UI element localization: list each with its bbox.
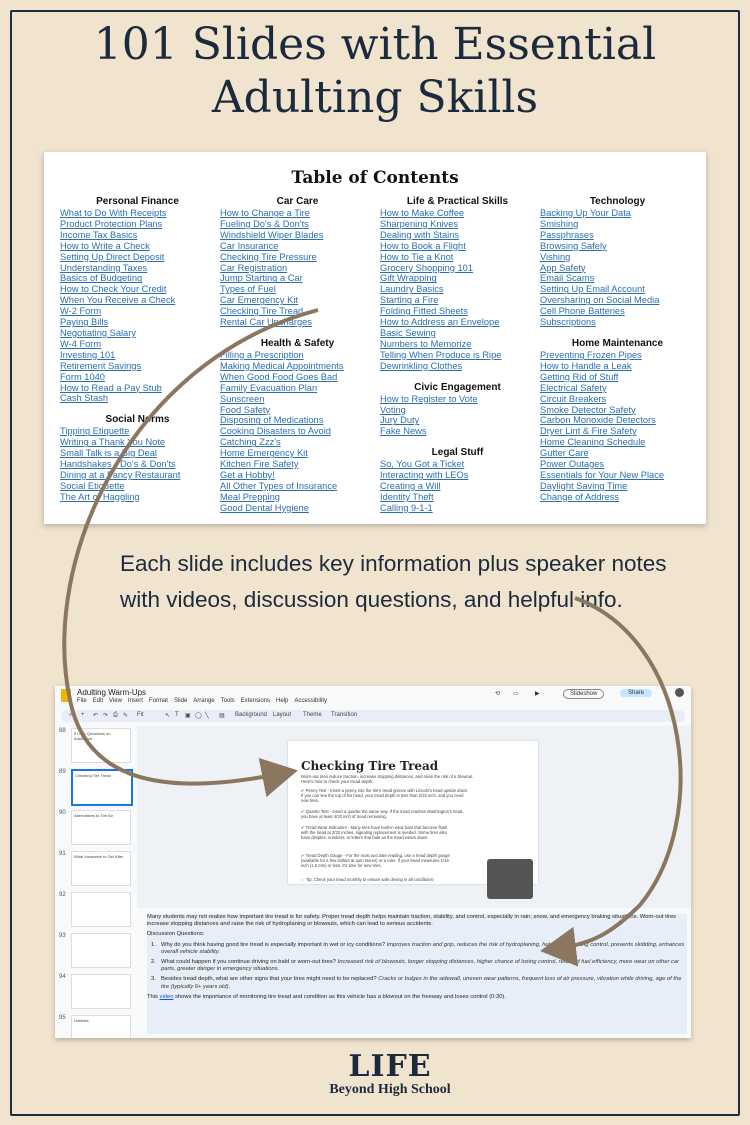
toc-link[interactable]: Sharpening Knives xyxy=(380,218,459,229)
toc-link[interactable]: How to Register to Vote xyxy=(380,393,478,404)
print-icon[interactable]: ⎙ xyxy=(113,712,118,718)
toc-link[interactable]: Gutter Care xyxy=(540,448,589,459)
toc-link[interactable]: Tipping Etiquette xyxy=(60,426,130,437)
search-icon[interactable]: ⌕ xyxy=(69,712,73,718)
toc-link[interactable]: Car Emergency Kit xyxy=(220,295,299,306)
slide-title: Checking Tire Tread xyxy=(301,759,439,773)
toc-link[interactable]: Form 1040 xyxy=(60,371,105,382)
undo-icon[interactable]: ↶ xyxy=(93,713,99,719)
toc-link[interactable]: How to Book a Flight xyxy=(380,240,466,251)
toc-link[interactable]: Types of Fuel xyxy=(220,284,276,295)
toc-link[interactable]: All Other Types of Insurance xyxy=(220,480,338,491)
toc-link[interactable]: Browsing Safely xyxy=(540,240,607,251)
toc-link[interactable]: Circuit Breakers xyxy=(540,393,607,404)
toc-link[interactable]: Passphrases xyxy=(540,229,594,240)
thumbnail-number: 94 xyxy=(59,974,66,980)
toc-section-heading: Civic Engagement xyxy=(414,381,501,393)
toc-link[interactable]: Car Insurance xyxy=(220,240,279,251)
toc-section-heading: Health & Safety xyxy=(260,337,335,349)
toolbar-background[interactable]: Background xyxy=(235,712,268,718)
toc-link[interactable]: Electrical Safety xyxy=(540,382,607,393)
toc-link[interactable]: Rental Car Upcharges xyxy=(220,317,312,328)
toc-link[interactable]: Preventing Frozen Pipes xyxy=(540,349,642,360)
toc-link[interactable]: Telling When Produce is Ripe xyxy=(380,349,502,360)
toc-link[interactable]: How to Read a Pay Stub xyxy=(60,382,162,393)
toc-section-heading: Technology xyxy=(589,196,646,207)
menu-item[interactable]: Insert xyxy=(127,698,143,704)
toc-section-heading: Home Maintenance xyxy=(571,337,664,349)
toc-link[interactable]: Dealing with Stains xyxy=(380,229,460,240)
menu-item[interactable]: Arrange xyxy=(193,698,215,704)
toc-link[interactable]: Calling 9-1-1 xyxy=(380,502,433,513)
brand-logo xyxy=(320,1049,460,1098)
toc-link[interactable]: The Art of Haggling xyxy=(60,491,140,502)
toc-link[interactable]: Checking Tire Pressure xyxy=(220,251,317,262)
toc-link[interactable]: Subscriptions xyxy=(540,317,596,328)
toc-link[interactable]: Checking Tire Tread xyxy=(220,306,304,317)
toc-link[interactable]: Cooking Disasters to Avoid xyxy=(220,426,331,437)
toolbar-theme[interactable]: Theme xyxy=(303,712,322,718)
toc-link[interactable]: What to Do With Receipts xyxy=(60,208,167,218)
toc-link[interactable]: So, You Got a Ticket xyxy=(380,459,465,470)
thumbnail-number: 91 xyxy=(59,851,66,857)
toc-link[interactable]: Good Dental Hygiene xyxy=(220,502,309,513)
slide-bullet: ✔ Tread Wear Indicators - Many tires have built-in wear bars that become flush with the tread at 2/32 inches, signaling replacement is needed. Some tires also have dimples, numbers, or letters that fade as the tread wears down. xyxy=(301,825,448,841)
toc-link[interactable]: Kitchen Fire Safety xyxy=(220,459,299,470)
toc-link[interactable]: Windshield Wiper Blades xyxy=(220,229,324,240)
toc-link[interactable]: Making Medical Appointments xyxy=(220,360,344,371)
toc-link[interactable]: Writing a Thank You Note xyxy=(60,437,166,448)
toc-link[interactable]: Basic Sewing xyxy=(380,327,436,338)
thumbnail-number: 93 xyxy=(59,933,66,939)
menu-item[interactable]: Extensions xyxy=(240,698,271,704)
question-1: 1. Why do you think having good tire tread is especially important in wet or icy conditions? Improves traction and grip, reduces the risk of hydroplaning, helps with braking control, prevents skidding, enhances overall vehicle stability. xyxy=(151,941,685,955)
notes-intro: Many students may not realize how important tire tread is for safety. Proper tread depth helps maintain traction, stability, and control, especially in rain, snow, and emergency braking situations. Worn-out tires increase stopping distances and raise the risk of hydroplaning or blowouts, which can lead to serious accidents. xyxy=(147,914,677,928)
toc-link[interactable]: Setting Up Email Account xyxy=(540,284,645,295)
comment-add-icon[interactable]: ▤ xyxy=(219,713,225,719)
toc-section-heading: Life & Practical Skills xyxy=(406,196,509,207)
arrow-to-slide xyxy=(64,310,318,784)
toc-link[interactable]: Fueling Do's & Don'ts xyxy=(220,218,309,229)
toc-link[interactable]: Dewrinkling Clothes xyxy=(380,360,463,371)
toc-link[interactable]: Carbon Monoxide Detectors xyxy=(540,415,656,426)
toc-link[interactable]: Laundry Basics xyxy=(380,284,444,295)
toc-section-heading: Social Norms xyxy=(105,414,170,426)
thumbnail-number: 92 xyxy=(59,892,66,898)
toc-link[interactable]: Grocery Shopping 101 xyxy=(380,262,474,273)
menu-item[interactable]: Format xyxy=(148,698,168,704)
thumbnail-number: 88 xyxy=(59,728,66,734)
toc-link[interactable]: Jump Starting a Car xyxy=(220,273,303,284)
toc-link[interactable]: How to Address an Envelope xyxy=(380,317,500,328)
thumbnail-title: 5 Little Questions on Adulthood xyxy=(74,731,111,741)
discussion-label: Discussion Questions: xyxy=(147,931,205,938)
zoom-select[interactable]: Fit xyxy=(137,712,144,718)
toc-link[interactable]: Oversharing on Social Media xyxy=(540,295,660,306)
thumbnail-title: Alternatives to Tire Air xyxy=(74,813,113,818)
thumbnail-title: What Insurance to Get After xyxy=(74,854,124,859)
thumbnail-number: 95 xyxy=(59,1015,66,1021)
slide-intro: Worn-out tires reduce traction, increase stopping distances, and raise the risk of a blowout. Here's how to check your tread depth: xyxy=(301,774,474,785)
toolbar-layout[interactable]: Layout xyxy=(273,712,292,718)
question-2: 2. What could happen if you continue driving on bald or worn-out tires? Increased risk of blowouts, longer stopping distances, higher chance of losing control, reduced fuel efficiency, more wear on other car parts, greater danger in emergency situations. xyxy=(151,959,680,973)
menu-item[interactable]: Tools xyxy=(220,698,235,704)
toc-link[interactable]: Creating a Will xyxy=(380,481,441,492)
arrow-to-notes xyxy=(548,598,681,950)
toc-link[interactable]: Backing Up Your Data xyxy=(540,208,631,218)
toc-link[interactable]: Product Protection Plans xyxy=(60,218,163,229)
toc-link[interactable]: When You Receive a Check xyxy=(60,295,176,306)
toc-link[interactable]: How to Handle a Leak xyxy=(540,360,632,371)
toc-link[interactable]: How to Write a Check xyxy=(60,240,150,251)
title-line-1: 101 Slides with Essential xyxy=(93,19,657,70)
title-line-2: Adulting Skills xyxy=(211,72,539,123)
menu-item[interactable]: Slide xyxy=(173,698,188,704)
toc-link[interactable]: Dryer Lint & Fire Safety xyxy=(540,426,637,437)
toc-link[interactable]: App Safety xyxy=(540,262,586,273)
toc-link[interactable]: Filling a Prescription xyxy=(220,349,304,360)
menu-item[interactable]: File xyxy=(77,698,87,704)
toc-link[interactable]: Jury Duty xyxy=(380,415,420,426)
doc-name[interactable]: Adulting Warm-Ups xyxy=(77,688,147,697)
toc-link[interactable]: Sunscreen xyxy=(220,393,265,404)
toc-link[interactable]: Home Emergency Kit xyxy=(220,448,308,459)
image-icon[interactable]: ▣ xyxy=(185,713,191,719)
toc-link[interactable]: Family Evacuation Plan xyxy=(220,382,318,393)
toc-link[interactable]: Income Tax Basics xyxy=(60,229,138,240)
toc-link[interactable]: Retirement Savings xyxy=(60,360,142,371)
toc-link[interactable]: Voting xyxy=(380,404,406,415)
add-icon[interactable]: + xyxy=(81,712,85,718)
video-note: This video shows the importance of monitoring tire tread and condition as this vehicle has a blowout on the freeway and loses control (0:30). xyxy=(147,993,506,1000)
toc-link[interactable]: W-4 Form xyxy=(60,338,102,349)
shape-icon[interactable]: ◯ xyxy=(195,713,202,719)
toc-link[interactable]: Gift Wrapping xyxy=(380,273,437,284)
toc-link[interactable]: How to Tie a Knot xyxy=(380,251,454,262)
toc-link[interactable]: Dining at a Fancy Restaurant xyxy=(60,469,181,480)
toc-link[interactable]: Numbers to Memorize xyxy=(380,338,472,349)
video-link[interactable]: video xyxy=(159,993,174,1000)
toc-link[interactable]: Meal Prepping xyxy=(220,491,280,502)
toc-link[interactable]: Fake News xyxy=(380,426,427,437)
history-icon[interactable]: ⟲ xyxy=(495,691,501,697)
toc-link[interactable]: Paying Bills xyxy=(60,317,109,328)
toc-link[interactable]: Getting Rid of Stuff xyxy=(540,371,619,382)
toc-link[interactable]: Cash Stash xyxy=(60,393,109,404)
menu-item[interactable]: Help xyxy=(276,698,289,704)
question-3: 3. Besides tread depth, what are other signs that your tires might need to be replaced? Cracks or bulges in the sidewall, uneven wear patterns, frequent loss of air pressure, vibration while driving, age of the tire (typically 6+ years old). xyxy=(151,976,682,990)
slide-bullet: ✔ Penny Test - Insert a penny into the tire's tread groove with Lincoln's head upside down. If you can see the top of his head, your tread depth is less than 2/32 inch, and you need new tires. xyxy=(301,788,469,804)
toc-link[interactable]: Identity Theft xyxy=(380,491,434,502)
menu-item[interactable]: Accessibility xyxy=(294,698,328,704)
toc-link[interactable]: Change of Address xyxy=(540,491,620,502)
menu-item[interactable]: View xyxy=(109,698,122,704)
toc-link[interactable]: How to Make Coffee xyxy=(380,208,465,218)
paint-format-icon[interactable]: ✎ xyxy=(123,713,129,719)
toc-section-heading: Car Care xyxy=(276,196,319,207)
slide-tip: ☞ Tip: Check your tread monthly to ensure safe driving in all conditions! xyxy=(301,877,434,882)
thumbnail-number: 89 xyxy=(59,769,66,775)
redo-icon[interactable]: ↷ xyxy=(103,713,109,719)
thumbnail-title: Hobbies xyxy=(74,1018,89,1023)
toc-link[interactable]: How to Check Your Credit xyxy=(60,284,167,295)
toc-link[interactable]: Email Scams xyxy=(540,273,595,284)
slideshow-button[interactable]: Slideshow xyxy=(563,689,604,699)
toc-link[interactable]: Disposing of Medications xyxy=(220,415,324,426)
toc-link[interactable]: Starting a Fire xyxy=(380,295,439,306)
brand-name: LIFE xyxy=(348,1049,432,1084)
cursor-icon[interactable]: ↖ xyxy=(165,713,171,719)
line-icon[interactable]: ╲ xyxy=(205,713,209,719)
brand-tagline: Beyond High School xyxy=(329,1082,451,1097)
slide-bullet: ✔ Tread Depth Gauge - For the most accurate reading, use a tread depth gauge (available for a few dollars at auto stores) or a ruler. If your tread measures 1/16 inch (1.6 mm) or less, it's time for new tires. xyxy=(301,853,450,869)
toc-link[interactable]: Understanding Taxes xyxy=(60,262,148,273)
toc-link[interactable]: Power Outages xyxy=(540,459,605,470)
toc-link[interactable]: Catching Zzz's xyxy=(220,437,281,448)
toc-link[interactable]: Negotiating Salary xyxy=(60,327,136,338)
comment-icon[interactable]: ▭ xyxy=(513,691,519,697)
toc-link[interactable]: Interacting with LEOs xyxy=(380,470,469,481)
meet-icon[interactable]: ▶ xyxy=(535,691,540,697)
toc-link[interactable]: Food Safety xyxy=(220,404,271,415)
toc-link[interactable]: Smishing xyxy=(540,218,579,229)
toc-link[interactable]: When Good Food Goes Bad xyxy=(220,371,338,382)
toc-link[interactable]: Social Etiquette xyxy=(60,480,125,491)
toc-link[interactable]: Basics of Budgeting xyxy=(60,273,143,284)
slide-bullet: ✔ Quarter Test - Insert a quarter the same way. If the tread reaches Washington's head, you have at least 4/32 inch of tread remaining. xyxy=(301,809,464,820)
toc-section-heading: Legal Stuff xyxy=(431,447,484,459)
toc-link[interactable]: Investing 101 xyxy=(60,349,116,360)
toc-link[interactable]: How to Change a Tire xyxy=(220,208,310,218)
description-text: Each slide includes key information plus speaker notes with videos, discussion questions, and helpful info. xyxy=(120,551,667,612)
toc-link[interactable]: Car Registration xyxy=(220,262,288,273)
toc-heading: Table of Contents xyxy=(291,168,459,188)
textbox-icon[interactable]: T xyxy=(175,712,179,718)
toc-link[interactable]: Daylight Saving Time xyxy=(540,480,628,491)
toolbar-transition[interactable]: Transition xyxy=(331,712,358,718)
toc-link[interactable]: Small Talk is a Big Deal xyxy=(60,448,157,459)
toc-link[interactable]: Handshakes - Do's & Don'ts xyxy=(60,459,176,470)
thumbnail-title: Checking Tire Tread xyxy=(75,773,111,778)
menu-item[interactable]: Edit xyxy=(92,698,104,704)
toc-link[interactable]: Essentials for Your New Place xyxy=(540,469,665,480)
share-button[interactable]: Share xyxy=(620,689,652,697)
toc-link[interactable]: Get a Hobby! xyxy=(220,469,275,480)
toc-link[interactable]: Setting Up Direct Deposit xyxy=(60,251,165,262)
toc-link[interactable]: Home Cleaning Schedule xyxy=(540,437,646,448)
toc-link[interactable]: Folding Fitted Sheets xyxy=(380,306,468,317)
thumbnail-number: 90 xyxy=(59,810,66,816)
toc-link[interactable]: Smoke Detector Safety xyxy=(540,404,636,415)
toc-section-heading: Personal Finance xyxy=(96,196,179,207)
toc-link[interactable]: Cell Phone Batteries xyxy=(540,306,625,317)
toc-link[interactable]: W-2 Form xyxy=(60,306,102,317)
toc-link[interactable]: Vishing xyxy=(540,251,571,262)
